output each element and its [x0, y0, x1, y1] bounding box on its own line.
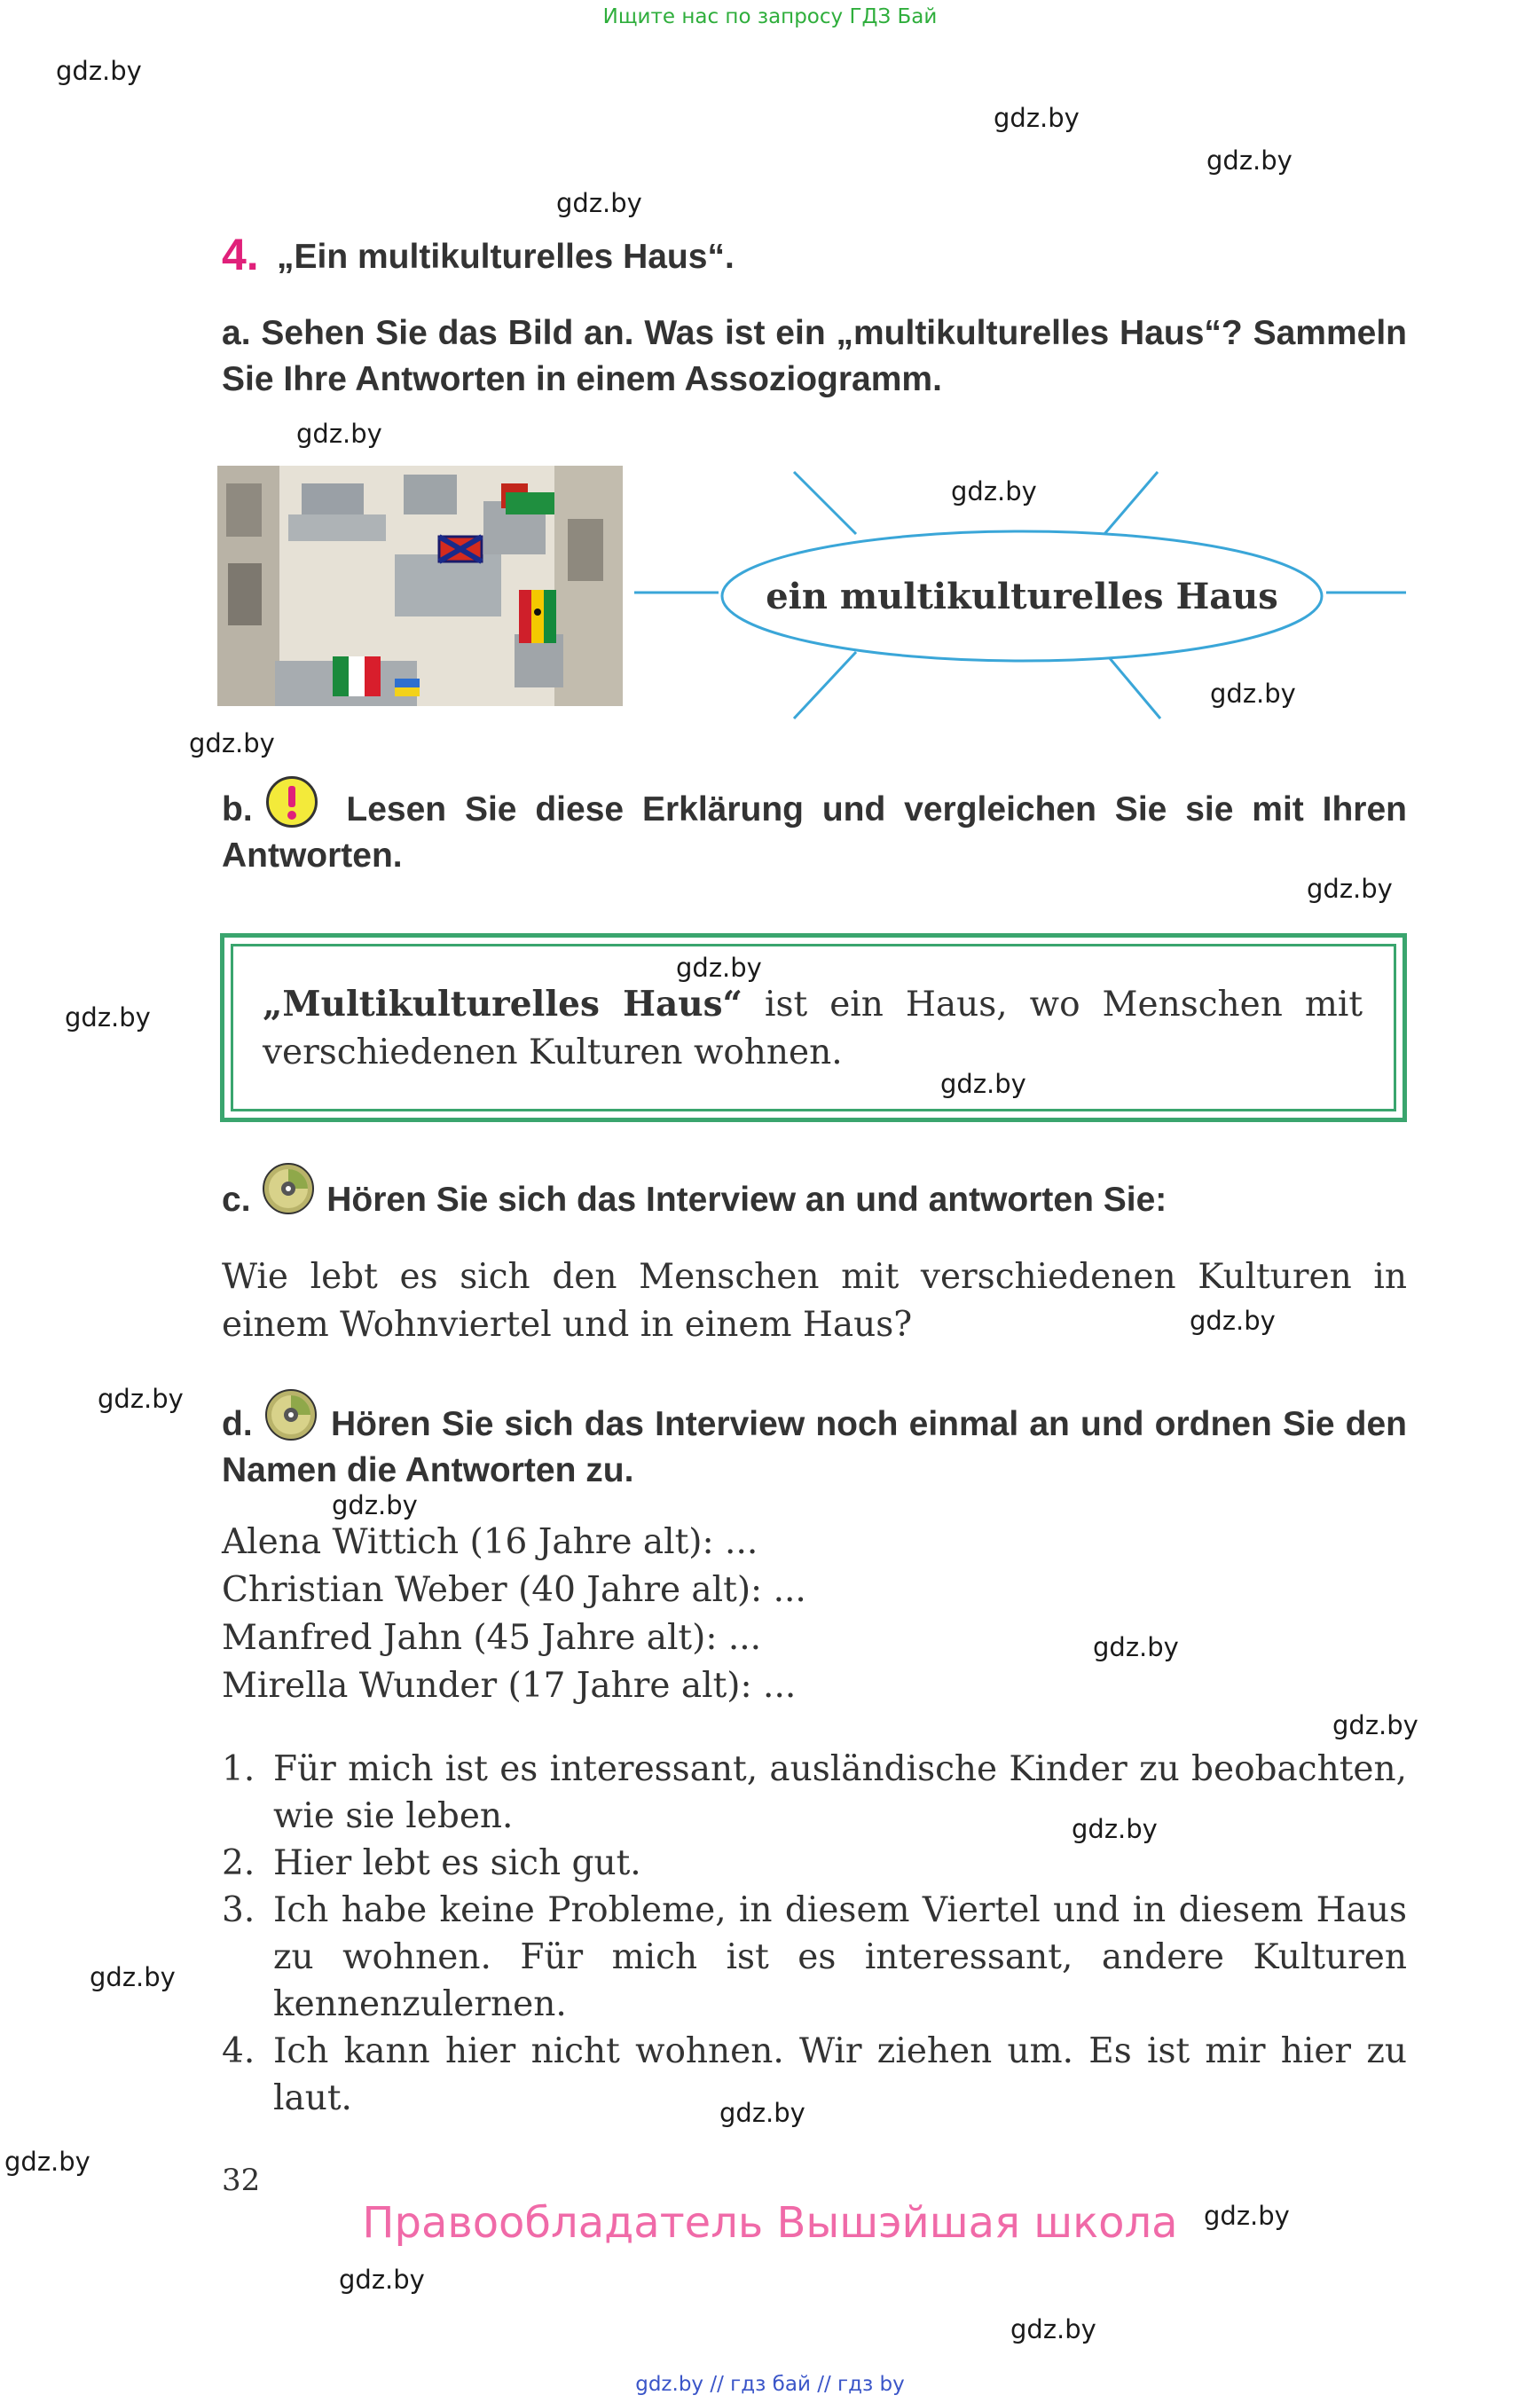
instruction-c-text: Hören Sie sich das Interview an und antworten Sie:: [326, 1181, 1167, 1219]
answer-text: Ich kann hier nicht wohnen. Wir ziehen um. Es ist mir hier zu laut.: [273, 2031, 1407, 2118]
rights-holder: Правообладатель Вышэйшая школа: [362, 2198, 1178, 2248]
name-item: Manfred Jahn (45 Jahre alt): ...: [222, 1618, 762, 1658]
exclamation-icon: [266, 776, 318, 828]
answers-list: [222, 1746, 1407, 2122]
answer-item: [222, 1746, 1407, 1840]
definition-text: [263, 980, 1363, 1077]
name-item: Alena Wittich (16 Jahre alt): ...: [222, 1522, 758, 1562]
instruction-b: [222, 787, 1407, 879]
watermark: gdz.by: [90, 1962, 176, 1992]
instruction-d-text: Hören Sie sich das Interview noch einmal an und ordnen Sie den Namen die Antworten zu.: [222, 1405, 1408, 1489]
association-diagram: [634, 457, 1415, 727]
watermark: gdz.by: [1332, 1710, 1418, 1740]
watermark: gdz.by: [1206, 145, 1292, 176]
instruction-b-label: b.: [222, 790, 253, 828]
answer-text: Hier lebt es sich gut.: [273, 1843, 641, 1883]
watermark: gdz.by: [98, 1384, 184, 1414]
instruction-a-label: a.: [222, 314, 251, 352]
instruction-a: [222, 310, 1407, 403]
watermark: gdz.by: [951, 476, 1037, 507]
answer-number: 3.: [222, 1890, 255, 1930]
building-photo: [217, 466, 623, 706]
watermark: gdz.by: [676, 953, 762, 983]
answer-item: [222, 1887, 1407, 2028]
watermark: gdz.by: [940, 1069, 1026, 1099]
watermark: gdz.by: [1072, 1814, 1158, 1844]
answer-number: 1.: [222, 1749, 255, 1789]
names-list: [222, 1519, 806, 1710]
watermark: gdz.by: [994, 103, 1080, 133]
bottom-links[interactable]: gdz.by // гдз бай // гдз by: [635, 2373, 905, 2396]
mindmap-center-label: ein multikulturelles Haus: [766, 576, 1278, 617]
answer-number: 4.: [222, 2031, 255, 2071]
watermark: gdz.by: [1010, 2314, 1096, 2344]
watermark: gdz.by: [1204, 2201, 1290, 2231]
instruction-b-text: Lesen Sie diese Erklärung und vergleichen Sie sie mit Ihren Antworten.: [222, 790, 1407, 875]
instruction-d-label: d.: [222, 1405, 253, 1443]
instruction-c-label: c.: [222, 1181, 251, 1219]
page-number: 32: [222, 2163, 261, 2198]
definition-term: „Multikulturelles Haus“: [263, 984, 742, 1025]
name-item: Christian Weber (40 Jahre alt): ...: [222, 1570, 806, 1610]
task-title: „Ein multikulturelles Haus“.: [277, 238, 735, 276]
watermark: gdz.by: [4, 2147, 90, 2177]
answer-item: [222, 1840, 1407, 1887]
watermark: gdz.by: [556, 188, 642, 218]
cd-audio-icon: [262, 1162, 315, 1215]
instruction-d: [222, 1402, 1407, 1494]
watermark: gdz.by: [189, 728, 275, 758]
watermark: gdz.by: [1190, 1306, 1276, 1336]
instruction-c: [222, 1177, 1407, 1223]
definition-rest: ist ein Haus, wo Menschen mit verschiedenen Kulturen wohnen.: [263, 985, 1363, 1072]
cd-audio-icon: [264, 1388, 318, 1441]
answer-text: Für mich ist es interessant, ausländische Kinder zu beobachten, wie sie leben.: [273, 1749, 1407, 1836]
answer-item: [222, 2028, 1407, 2122]
watermark: gdz.by: [1210, 679, 1296, 709]
watermark: gdz.by: [56, 56, 142, 86]
top-banner: Ищите нас по запросу ГДЗ Бай: [602, 5, 938, 28]
watermark: gdz.by: [719, 2098, 805, 2128]
watermark: gdz.by: [296, 419, 382, 449]
watermark: gdz.by: [1307, 874, 1393, 904]
name-item: Mirella Wunder (17 Jahre alt): ...: [222, 1666, 797, 1706]
watermark: gdz.by: [65, 1002, 151, 1033]
watermark: gdz.by: [339, 2265, 425, 2295]
instruction-a-text: Sehen Sie das Bild an. Was ist ein „multikulturelles Haus“? Sammeln Sie Ihre Antworten in einem Assoziogramm.: [222, 314, 1407, 398]
watermark: gdz.by: [1093, 1632, 1179, 1662]
answer-number: 2.: [222, 1843, 255, 1883]
question-c: Wie lebt es sich den Menschen mit verschiedenen Kulturen in einem Wohnviertel und in einem Haus?: [222, 1257, 1407, 1345]
task-number: 4.: [222, 230, 259, 279]
watermark: gdz.by: [332, 1490, 418, 1520]
answer-text: Ich habe keine Probleme, in diesem Viertel und in diesem Haus zu wohnen. Für mich ist es interessant, andere Kulturen kennenzulernen.: [273, 1890, 1407, 2024]
